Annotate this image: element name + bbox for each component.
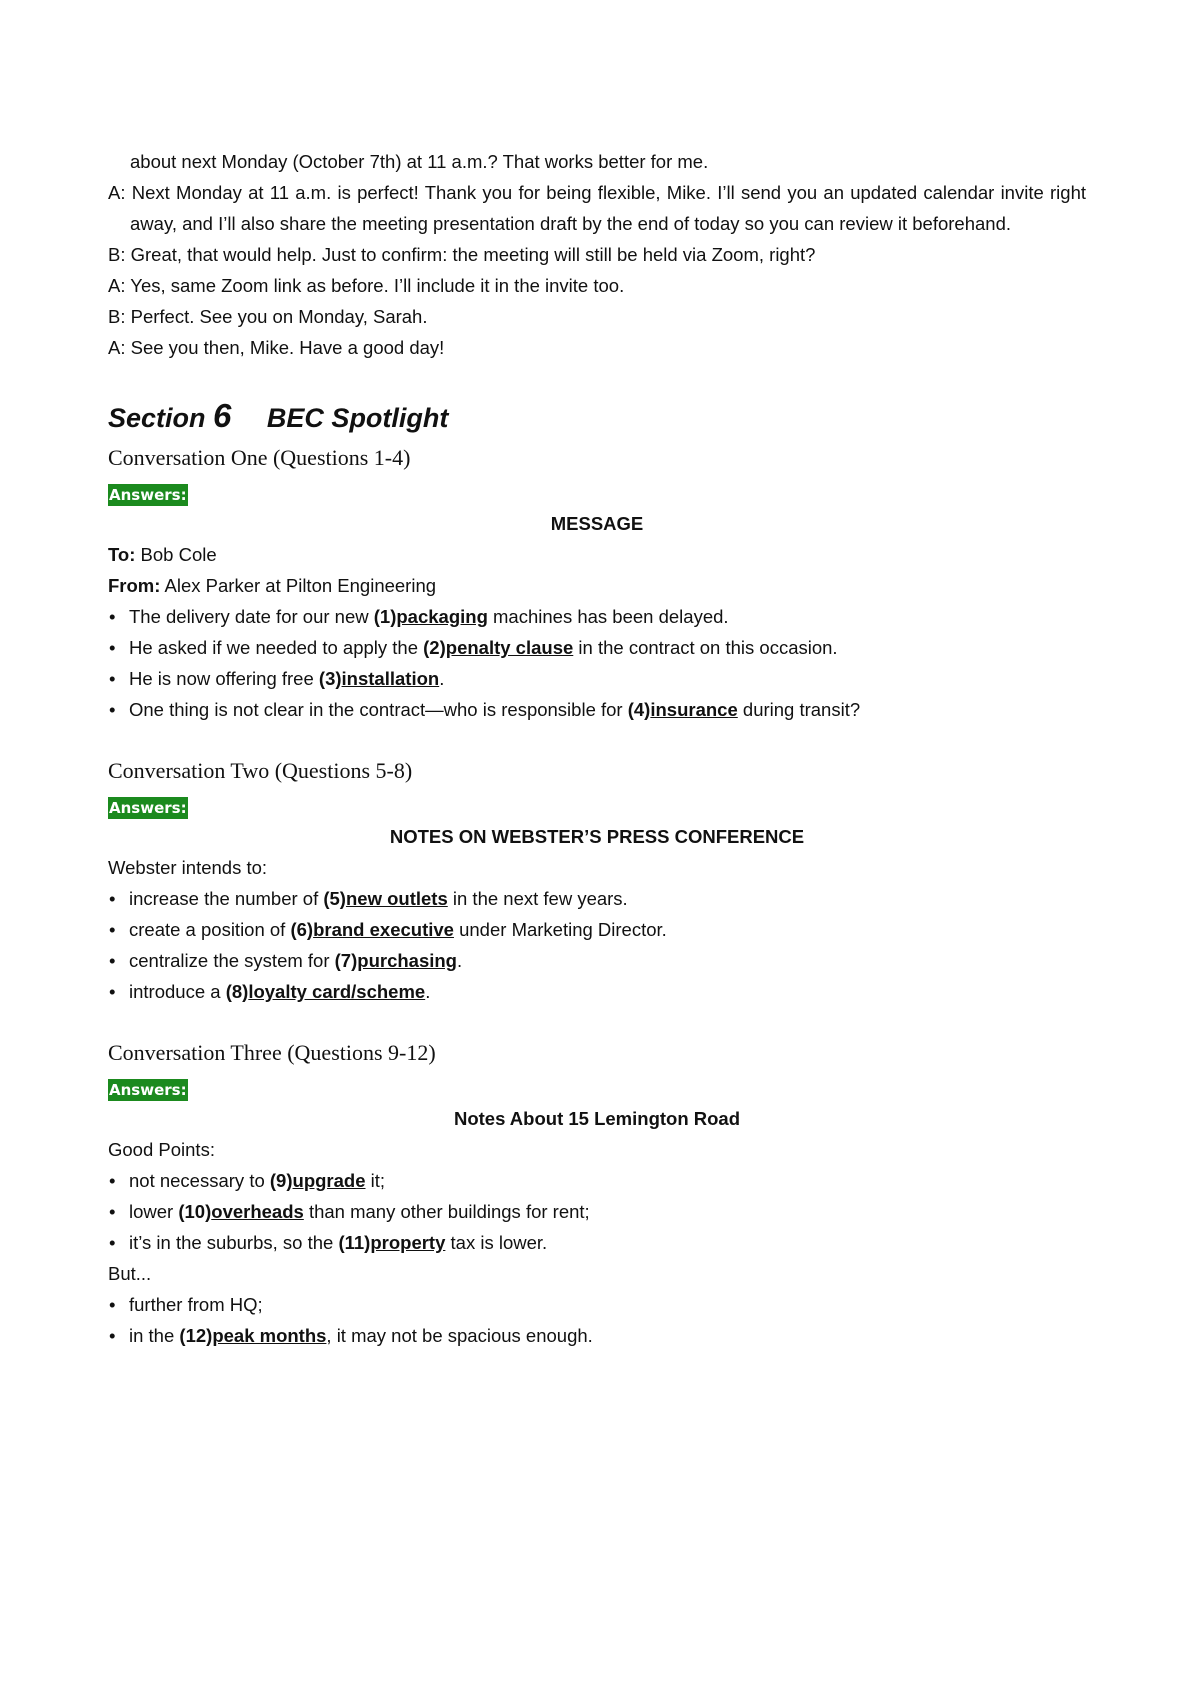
item-text: increase the number of — [129, 888, 324, 909]
notes-heading: MESSAGE — [550, 513, 644, 534]
item-text: in the — [129, 1325, 180, 1346]
speaker-label: B: — [108, 244, 126, 265]
dialogue-line — [108, 332, 1086, 363]
answer-text: installation — [341, 668, 440, 689]
dialogue-line — [108, 239, 1086, 270]
item-text: in the contract on this occasion. — [573, 637, 838, 658]
list-item — [108, 663, 1086, 694]
question-number: (8) — [225, 981, 249, 1002]
answer-text: brand executive — [313, 919, 454, 940]
question-number: (10) — [178, 1201, 212, 1222]
conversation-one — [108, 442, 1086, 725]
dialogue-line — [108, 177, 1086, 239]
question-number: (3) — [318, 668, 342, 689]
list-item — [108, 601, 1086, 632]
list-item — [108, 976, 1086, 1007]
item-text: centralize the system for — [129, 950, 335, 971]
to-value: Bob Cole — [140, 544, 217, 565]
item-text: under Marketing Director. — [453, 919, 667, 940]
list-item — [108, 1165, 1086, 1196]
question-number: (5) — [323, 888, 346, 909]
answers-badge: Answers: — [109, 799, 187, 817]
answer-text: insurance — [650, 699, 738, 720]
item-text: . — [456, 950, 463, 971]
conversation-title: Conversation Two (Questions 5-8) — [108, 758, 413, 783]
question-number: (1) — [373, 606, 397, 627]
dialogue-line — [108, 146, 1086, 177]
dialogue-text: Yes, same Zoom link as before. I’ll include it in the invite too. — [130, 275, 625, 296]
conversation-two — [108, 755, 1086, 1007]
item-text: not necessary to — [129, 1170, 270, 1191]
good-points-label: Good Points: — [108, 1139, 215, 1160]
question-number: (12) — [179, 1325, 213, 1346]
answer-text: peak months — [212, 1325, 327, 1346]
dialogue-text: about next Monday (October 7th) at 11 a.m.? That works better for me. — [130, 151, 709, 172]
notes-heading: NOTES ON WEBSTER’S PRESS CONFERENCE — [389, 826, 805, 847]
question-number: (6) — [290, 919, 314, 940]
item-text: One thing is not clear in the contract—who is responsible for — [129, 699, 628, 720]
dialogue-text: Great, that would help. Just to confirm: the meeting will still be held via Zoom, right? — [130, 244, 816, 265]
answer-text: packaging — [396, 606, 488, 627]
answer-text: property — [370, 1232, 446, 1253]
answer-text: purchasing — [357, 950, 457, 971]
answer-text: upgrade — [292, 1170, 366, 1191]
question-number: (4) — [627, 699, 651, 720]
item-text: it’s in the suburbs, so the — [129, 1232, 339, 1253]
answer-text: overheads — [211, 1201, 304, 1222]
item-text: . — [439, 668, 445, 689]
question-number: (11) — [338, 1232, 371, 1253]
from-line — [108, 570, 1086, 601]
from-label: From: — [108, 575, 161, 596]
from-value: Alex Parker at Pilton Engineering — [164, 575, 437, 596]
question-number: (2) — [423, 637, 446, 658]
dialogue-line — [108, 301, 1086, 332]
item-text: introduce a — [129, 981, 226, 1002]
conversation-three — [108, 1037, 1086, 1351]
list-item — [108, 1289, 1086, 1320]
conversation-title: Conversation Three (Questions 9-12) — [108, 1040, 436, 1065]
but-label: But... — [108, 1263, 152, 1284]
list-item — [108, 1227, 1086, 1258]
item-text: He is now offering free — [129, 668, 319, 689]
list-item — [108, 1320, 1086, 1351]
item-text: than many other buildings for rent; — [303, 1201, 590, 1222]
answer-text: new outlets — [345, 888, 448, 909]
dialogue-text: See you then, Mike. Have a good day! — [130, 337, 445, 358]
item-text: in the next few years. — [447, 888, 628, 909]
item-text: . — [425, 981, 431, 1002]
section-word: Section — [108, 403, 206, 433]
to-label: To: — [108, 544, 136, 565]
dialogue-line — [108, 270, 1086, 301]
answers-badge: Answers: — [109, 486, 187, 504]
speaker-label: B: — [108, 306, 126, 327]
item-text: it; — [365, 1170, 386, 1191]
list-item — [108, 1196, 1086, 1227]
intro-text: Webster intends to: — [108, 857, 268, 878]
question-number: (9) — [269, 1170, 293, 1191]
list-item — [108, 632, 1086, 663]
section-title: BEC Spotlight — [266, 403, 449, 433]
conversation-title: Conversation One (Questions 1-4) — [108, 445, 411, 470]
item-text: further from HQ; — [129, 1294, 263, 1315]
item-text: during transit? — [737, 699, 861, 720]
speaker-label: A: — [108, 337, 126, 358]
item-text: The delivery date for our new — [129, 606, 374, 627]
item-text: machines has been delayed. — [487, 606, 729, 627]
list-item — [108, 914, 1086, 945]
item-text: , it may not be spacious enough. — [326, 1325, 593, 1346]
dialogue-text: Perfect. See you on Monday, Sarah. — [130, 306, 428, 327]
dialogue — [108, 146, 1086, 363]
section-number: 6 — [213, 397, 232, 434]
list-item — [108, 945, 1086, 976]
dialogue-text: Next Monday at 11 a.m. is perfect! Thank you for being flexible, Mike. I’ll send you an updated calendar invite right away, and I’ll also share the meeting presentation draft by the end of today so you can review it beforehand. — [130, 182, 1087, 234]
answer-text: loyalty card/scheme — [248, 981, 426, 1002]
list-item — [108, 694, 1086, 725]
item-text: tax is lower. — [445, 1232, 548, 1253]
section-heading — [108, 396, 1086, 438]
item-text: lower — [129, 1201, 179, 1222]
speaker-label: A: — [108, 182, 126, 203]
document-page — [108, 146, 1086, 1351]
item-text: He asked if we needed to apply the — [129, 637, 424, 658]
question-number: (7) — [334, 950, 358, 971]
notes-heading: Notes About 15 Lemington Road — [453, 1108, 741, 1129]
speaker-label: A: — [108, 275, 126, 296]
to-line — [108, 539, 1086, 570]
answers-badge: Answers: — [109, 1081, 187, 1099]
list-item — [108, 883, 1086, 914]
answer-text: penalty clause — [445, 637, 574, 658]
item-text: create a position of — [129, 919, 291, 940]
